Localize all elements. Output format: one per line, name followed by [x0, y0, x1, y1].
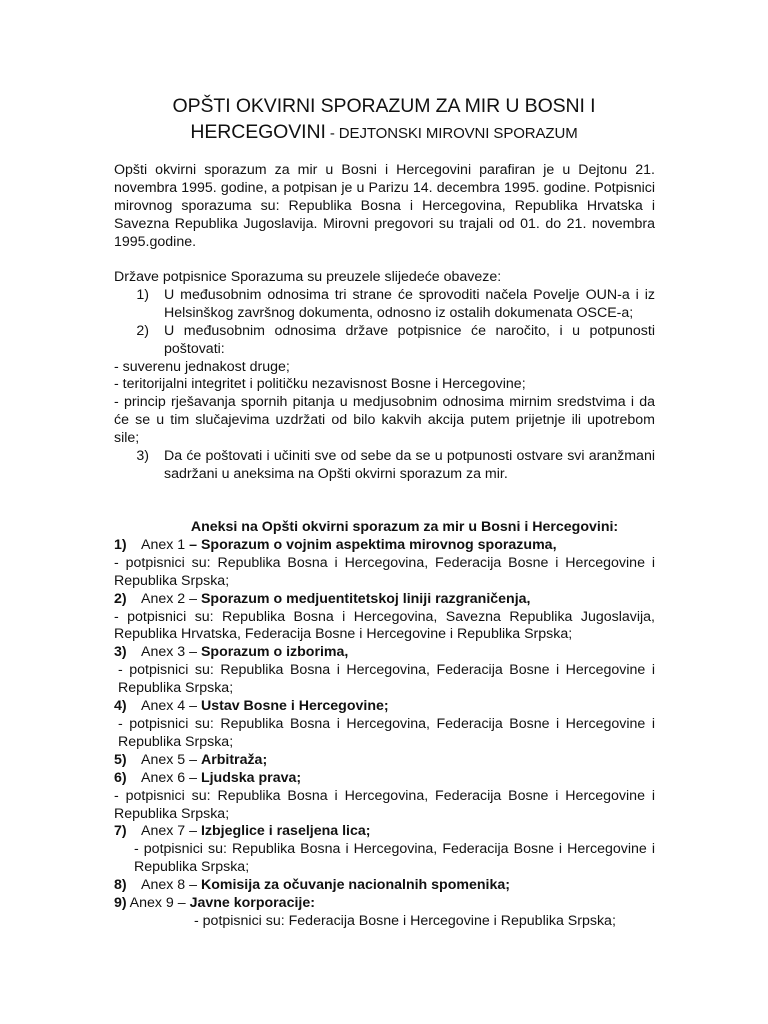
- obligation-bullet: - suverenu jednakost druge;: [114, 358, 290, 375]
- annex-label: Anex 1: [141, 536, 190, 553]
- document-title: [114, 93, 654, 147]
- annex-signatories: - potpisnici su: Republika Bosna i Hercegovina, Savezna Republika Jugoslavija, Republika Hrvatska, Federacija Bosne i Hercegovine i Republika Srpska;: [114, 608, 655, 643]
- annex-5: [114, 752, 655, 770]
- annex-7: [114, 823, 655, 841]
- intro-section: [114, 162, 655, 252]
- annex-3: [114, 644, 655, 662]
- annex-title: Sporazum o izborima,: [200, 644, 349, 661]
- annex-number: 1): [114, 536, 127, 553]
- obligation-number: 2): [136, 322, 149, 339]
- annex-signatories: - potpisnici su: Republika Bosna i Hercegovina, Federacija Bosne i Hercegovine i Republika Srpska;: [114, 787, 655, 822]
- annex-signatories: - potpisnici su: Federacija Bosne i Hercegovine i Republika Srpska;: [194, 912, 616, 929]
- annexes-section: [114, 519, 655, 931]
- annex-title: Ljudska prava;: [200, 769, 302, 786]
- title-line-2: [114, 119, 654, 147]
- annex-number: 6): [114, 769, 127, 786]
- annex-4: [114, 698, 655, 716]
- annex-8: [114, 877, 655, 895]
- annex-title: Javne korporacije:: [189, 895, 315, 912]
- annex-signatories: - potpisnici su: Republika Bosna i Hercegovina, Federacija Bosne i Hercegovine i Republika Srpska;: [114, 554, 655, 589]
- obligations-section: [114, 269, 655, 484]
- annex-title: Sporazum o medjuentitetskoj liniji razgraničenja,: [200, 590, 531, 607]
- annex-title: Komisija za očuvanje nacionalnih spomenika;: [200, 877, 511, 894]
- annex-9: [114, 895, 655, 913]
- annex-title: Ustav Bosne i Hercegovine;: [200, 698, 389, 715]
- obligation-text: U međusobnim odnosima države potpisnice će naročito, i u potpunosti poštovati:: [164, 322, 655, 357]
- annex-number: 8): [114, 877, 127, 894]
- obligation-number: 3): [136, 448, 149, 465]
- annex-label: Anex 8 –: [141, 877, 201, 894]
- intro-paragraph: Opšti okvirni sporazum za mir u Bosni i Hercegovini parafiran je u Dejtonu 21. novembra 1995. godine, a potpisan je u Parizu 14. decembra 1995. godine. Potpisnici mirovnog sporazuma su: Republika Bosna i Hercegovina, Republika Hrvatska i Savezna Republika Jugoslavija. Mirovni pregovori su trajali od 01. do 21. novembra 1995.godine.: [114, 162, 655, 250]
- title-main: HERCEGOVINI: [190, 121, 326, 143]
- annex-number: 3): [114, 644, 127, 661]
- annex-label: Anex 3 –: [141, 644, 201, 661]
- obligation-item-2: [114, 323, 655, 359]
- obligation-number: 1): [136, 286, 149, 303]
- annex-number: 2): [114, 590, 127, 607]
- annex-number: 4): [114, 698, 127, 715]
- title-line-1: OPŠTI OKVIRNI SPORAZUM ZA MIR U BOSNI I: [172, 95, 596, 117]
- annex-label: Anex 7 –: [141, 823, 201, 840]
- obligation-bullet: - princip rješavanja spornih pitanja u medjusobnim odnosima mirnim sredstvima i da će se u tim slučajevima uzdržati od bilo kakvih akcija putem prijetnje ili upotrebom sile;: [114, 394, 655, 447]
- title-subtitle: - DEJTONSKI MIROVNI SPORAZUM: [325, 125, 578, 142]
- annex-label: Anex 5 –: [141, 751, 201, 768]
- obligation-item-1: [114, 287, 655, 323]
- annex-label: Anex 4 –: [141, 698, 201, 715]
- annex-number: 5): [114, 751, 127, 768]
- annex-label: Anex 9 –: [129, 895, 190, 912]
- annex-signatories: - potpisnici su: Republika Bosna i Hercegovina, Federacija Bosne i Hercegovine i Republika Srpska;: [118, 662, 655, 697]
- annex-signatories: - potpisnici su: Republika Bosna i Hercegovina, Federacija Bosne i Hercegovine i Republika Srpska;: [134, 841, 655, 876]
- annex-label: Anex 2 –: [141, 590, 201, 607]
- annex-1: [114, 537, 655, 555]
- obligation-text: Da će poštovati i učiniti sve od sebe da se u potpunosti ostvare svi aranžmani sadržani u aneksima na Opšti okvirni sporazum za mir.: [164, 448, 655, 482]
- annex-6: [114, 770, 655, 788]
- annex-number: 9): [114, 895, 127, 912]
- obligations-lead: Države potpisnice Sporazuma su preuzele slijedeće obaveze:: [114, 269, 502, 285]
- obligation-text: U međusobnim odnosima tri strane će sprovoditi načela Povelje OUN-a i iz Helsinškog završnog dokumenta, odnosno iz ostalih dokumenata OSCE-a;: [164, 286, 655, 321]
- annex-title: Izbjeglice i raseljena lica;: [200, 823, 371, 840]
- annex-2: [114, 591, 655, 609]
- annex-title: – Sporazum o vojnim aspektima mirovnog sporazuma,: [189, 536, 557, 553]
- annex-number: 7): [114, 823, 127, 840]
- annex-signatories: - potpisnici su: Republika Bosna i Hercegovina, Federacija Bosne i Hercegovine i Republika Srpska;: [118, 715, 655, 750]
- obligation-bullet: - teritorijalni integritet i političku nezavisnost Bosne i Hercegovine;: [114, 376, 526, 393]
- obligation-item-3: [114, 448, 655, 484]
- annex-title: Arbitraža;: [200, 751, 268, 768]
- annexes-heading: Aneksi na Opšti okvirni sporazum za mir u Bosni i Hercegovini:: [190, 519, 619, 535]
- annex-label: Anex 6 –: [141, 769, 201, 786]
